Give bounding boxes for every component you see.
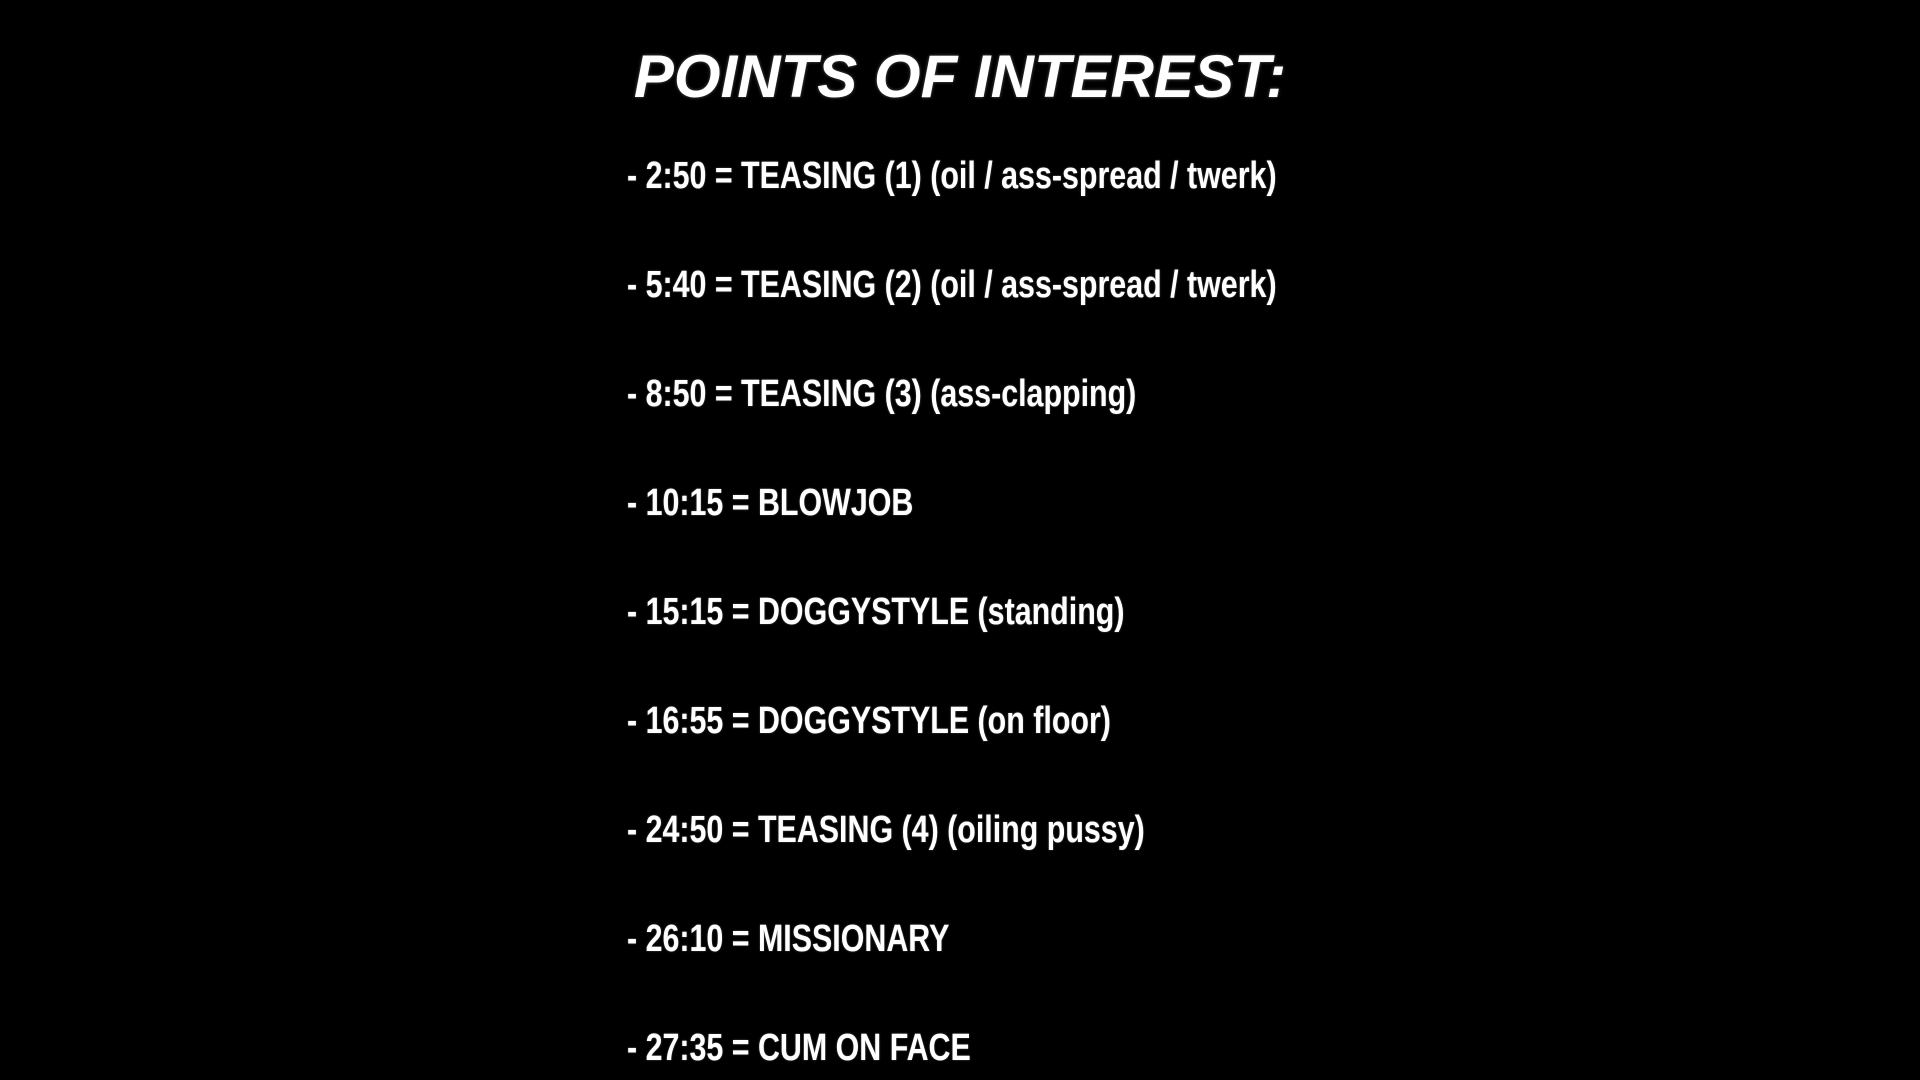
list-item: - 26:10 = MISSIONARY <box>627 918 950 960</box>
list-item: - 8:50 = TEASING (3) (ass-clapping) <box>627 373 1137 415</box>
list-item: - 24:50 = TEASING (4) (oiling pussy) <box>627 809 1145 851</box>
list-item: - 2:50 = TEASING (1) (oil / ass-spread / twerk) <box>627 155 1277 197</box>
list-item: - 10:15 = BLOWJOB <box>627 482 914 524</box>
list-item: - 27:35 = CUM ON FACE <box>627 1027 971 1069</box>
list-item: - 5:40 = TEASING (2) (oil / ass-spread / twerk) <box>627 264 1277 306</box>
list-item: - 15:15 = DOGGYSTYLE (standing) <box>627 591 1125 633</box>
list-item: - 16:55 = DOGGYSTYLE (on floor) <box>627 700 1111 742</box>
page-title: POINTS OF INTEREST: <box>633 43 1287 111</box>
points-of-interest-list <box>627 157 1439 1067</box>
